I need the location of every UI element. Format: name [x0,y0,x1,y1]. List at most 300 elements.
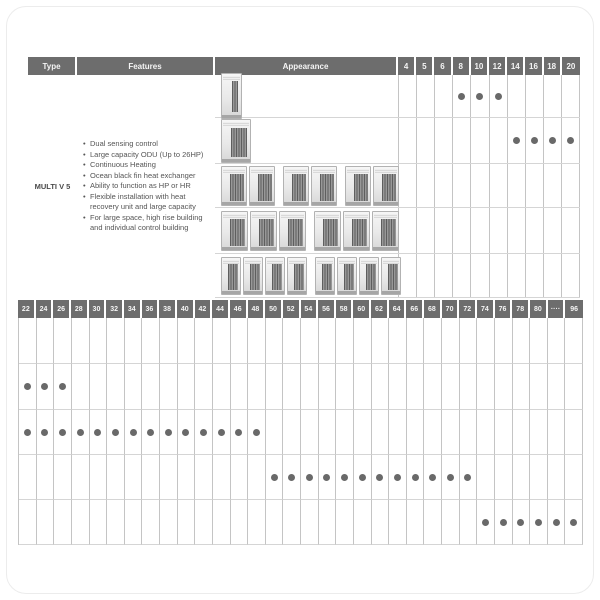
capacity-cell [460,455,478,500]
capacity-cell [54,410,72,455]
capacity-cell [544,254,562,297]
appearance-cell [215,164,398,207]
unit-group [221,73,242,119]
capacity-cell [508,254,526,297]
capacity-header-cell: 6 [434,57,452,75]
capacity-cell [90,455,108,500]
capacity-cell [460,364,478,410]
capacity-cell [530,410,548,455]
capacity-cell [508,75,526,117]
capacity-header-cell: 96 [565,300,583,318]
capacity-cell [548,455,566,500]
capacity-cell [526,164,544,207]
capacity-cell [548,410,566,455]
capacity-cell [231,500,249,545]
unit-grille [250,264,260,290]
capacity-cell [283,455,301,500]
capacity-cell [19,364,37,410]
unit-group [345,166,399,206]
capacity-cell [248,318,266,364]
unit-grille [366,264,376,290]
capacity-header-cell: 12 [489,57,507,75]
bottom-table-row [18,318,583,364]
availability-dot [376,474,383,481]
capacity-cell [453,208,471,253]
unit-base [250,202,274,205]
capacity-cell [178,318,196,364]
outdoor-unit-illustration [287,257,307,295]
capacity-header-cell: 74 [477,300,495,318]
capacity-header-cell: 56 [318,300,336,318]
capacity-grid [398,208,580,253]
capacity-cell [544,164,562,207]
capacity-header-cell: 78 [512,300,530,318]
capacity-cell [336,364,354,410]
bottom-table-row [18,455,583,500]
availability-dot [24,429,31,436]
capacity-cell [562,254,580,297]
capacity-header-cell: 32 [106,300,124,318]
outdoor-unit-illustration [243,257,263,295]
availability-dot [567,137,574,144]
capacity-cell [424,364,442,410]
capacity-cell [435,164,453,207]
unit-base [280,247,305,250]
capacity-cell [453,254,471,297]
capacity-cell [37,318,55,364]
capacity-cell [471,254,489,297]
top-table-row [215,208,580,254]
unit-grille [322,264,332,290]
availability-dot [549,137,556,144]
capacity-cell [319,455,337,500]
capacity-cell [417,208,435,253]
capacity-cell [513,318,531,364]
capacity-header-cell: 58 [336,300,354,318]
capacity-cell [213,410,231,455]
availability-dot [41,383,48,390]
outdoor-unit-illustration [221,119,251,163]
capacity-cell [301,410,319,455]
unit-top-vents [251,169,273,173]
unit-top-vents [374,214,397,218]
availability-dot [182,429,189,436]
unit-top-vents [316,214,339,218]
capacity-cell [562,208,580,253]
feature-item: • For large space, high rise building and individual control building [83,213,215,234]
capacity-cell [372,500,390,545]
capacity-cell [90,500,108,545]
capacity-cell [565,364,583,410]
capacity-cell [389,500,407,545]
unit-top-vents [375,169,397,173]
capacity-cell [195,410,213,455]
capacity-header-cell: 4 [398,57,416,75]
unit-base [373,247,398,250]
capacity-cell [213,364,231,410]
top-table-row [215,75,580,118]
outdoor-unit-illustration [279,211,306,251]
features-cell [77,75,215,298]
features-list [83,139,215,234]
outdoor-unit-illustration [345,166,371,206]
capacity-cell [495,410,513,455]
outdoor-unit-illustration [359,257,379,295]
capacity-cell [530,364,548,410]
capacity-cell [372,410,390,455]
capacity-cell [407,410,425,455]
capacity-cell [213,500,231,545]
unit-grille [388,264,398,290]
bottom-table-row [18,500,583,545]
capacity-header-cell: 16 [525,57,543,75]
outdoor-unit-illustration [343,211,370,251]
unit-grille [344,264,354,290]
capacity-cell [477,364,495,410]
availability-dot [24,383,31,390]
unit-base [222,291,240,294]
capacity-cell [460,500,478,545]
capacity-header-cell: 18 [544,57,562,75]
outdoor-unit-illustration [265,257,285,295]
capacity-header-cell: 14 [507,57,525,75]
outdoor-unit-illustration [373,166,399,206]
unit-top-vents [281,214,304,218]
capacity-cell [453,164,471,207]
capacity-header-cell: 64 [389,300,407,318]
capacity-cell [195,500,213,545]
capacity-header-cell: 62 [371,300,389,318]
capacity-cell [389,455,407,500]
capacity-cell [407,500,425,545]
outdoor-unit-illustration [315,257,335,295]
unit-base [284,202,308,205]
unit-grille [230,219,245,246]
capacity-cell [435,75,453,117]
availability-dot [147,429,154,436]
capacity-cell [125,455,143,500]
capacity-cell [125,500,143,545]
capacity-cell [513,500,531,545]
unit-top-vents [223,122,249,126]
unit-group [283,166,337,206]
availability-dot [341,474,348,481]
capacity-grid [398,254,580,297]
capacity-cell [319,410,337,455]
capacity-cell [231,364,249,410]
unit-grille [381,219,396,246]
capacity-cell [399,118,417,163]
unit-base [360,291,378,294]
capacity-cell [19,318,37,364]
availability-dot [394,474,401,481]
capacity-cell [142,500,160,545]
outdoor-unit-illustration [283,166,309,206]
capacity-cell [354,410,372,455]
availability-dot [200,429,207,436]
capacity-cell [72,364,90,410]
top-table-row [215,254,580,298]
capacity-cell [142,318,160,364]
capacity-header-cell: 46 [230,300,248,318]
capacity-cell [453,75,471,117]
unit-top-vents [252,214,275,218]
capacity-cell [266,364,284,410]
capacity-cell [231,318,249,364]
capacity-cell [301,318,319,364]
capacity-grid [398,164,580,207]
capacity-cell [90,410,108,455]
capacity-cell [495,500,513,545]
capacity-cell [178,455,196,500]
unit-base [374,202,398,205]
capacity-cell [72,455,90,500]
capacity-cell [417,118,435,163]
unit-top-vents [223,214,246,218]
capacity-cell [319,500,337,545]
capacity-header-cell: 66 [406,300,424,318]
unit-base [312,202,336,205]
availability-dot [531,137,538,144]
capacity-cell [544,75,562,117]
capacity-header-cell: 24 [36,300,54,318]
capacity-cell [471,75,489,117]
unit-group [315,257,401,295]
capacity-cell [530,455,548,500]
capacity-header-cell: 30 [89,300,107,318]
capacity-header-cell: 52 [283,300,301,318]
capacity-cell [548,318,566,364]
capacity-header-cell: 76 [495,300,513,318]
capacity-header-cell: 44 [212,300,230,318]
capacity-cell [72,500,90,545]
availability-dot [94,429,101,436]
unit-grille [323,219,338,246]
capacity-cell [266,500,284,545]
capacity-cell [526,118,544,163]
capacity-cell [530,500,548,545]
capacity-cell [213,318,231,364]
outdoor-unit-illustration [221,166,247,206]
capacity-cell [417,164,435,207]
unit-grille [230,174,244,201]
capacity-cell [548,364,566,410]
capacity-cell [424,410,442,455]
unit-group [221,166,275,206]
availability-dot [447,474,454,481]
capacity-cell [90,364,108,410]
availability-dot [112,429,119,436]
capacity-cell [160,364,178,410]
unit-top-vents [313,169,335,173]
unit-base [382,291,400,294]
capacity-cell [178,410,196,455]
capacity-cell [336,455,354,500]
capacity-cell [513,455,531,500]
capacity-cell [407,455,425,500]
capacity-cell [442,455,460,500]
capacity-cell [160,455,178,500]
unit-grille [259,219,274,246]
capacity-cell [37,410,55,455]
capacity-cell [319,364,337,410]
capacity-header-cell: 72 [459,300,477,318]
capacity-cell [248,410,266,455]
capacity-cell [142,364,160,410]
unit-grille [272,264,282,290]
capacity-cell [37,364,55,410]
capacity-cell [19,410,37,455]
capacity-cell [354,500,372,545]
capacity-header-cell: 40 [177,300,195,318]
capacity-cell [490,208,508,253]
capacity-cell [490,75,508,117]
capacity-cell [389,318,407,364]
capacity-header-cell: 26 [53,300,71,318]
capacity-header-cell: 28 [71,300,89,318]
capacity-cell [562,75,580,117]
unit-base [251,247,276,250]
capacity-cell [495,455,513,500]
capacity-cell [160,318,178,364]
capacity-cell [336,500,354,545]
type-label: MULTI V 5 [34,182,71,191]
outdoor-unit-illustration [314,211,341,251]
capacity-cell [37,455,55,500]
capacity-header-cell: 60 [353,300,371,318]
capacity-cell [442,500,460,545]
unit-base [316,291,334,294]
capacity-header-cell: 8 [453,57,471,75]
unit-grille [258,174,272,201]
capacity-cell [526,254,544,297]
capacity-cell [266,318,284,364]
capacity-grid [398,75,580,117]
availability-dot [513,137,520,144]
capacity-cell [417,75,435,117]
availability-dot [271,474,278,481]
capacity-cell [372,455,390,500]
capacity-cell [178,500,196,545]
capacity-cell [477,410,495,455]
unit-grille [320,174,334,201]
capacity-cell [490,164,508,207]
feature-item: • Flexible installation with heat recovery unit and large capacity [83,192,215,213]
capacity-cell [435,254,453,297]
availability-dot [165,429,172,436]
unit-grille [382,174,396,201]
capacity-cell [142,455,160,500]
capacity-cell [513,410,531,455]
capacity-cell [160,500,178,545]
capacity-cell [107,318,125,364]
availability-dot [235,429,242,436]
capacity-cell [530,318,548,364]
capacity-cell [407,364,425,410]
capacity-cell [399,75,417,117]
unit-group [221,119,251,163]
unit-top-vents [223,169,245,173]
unit-group [221,211,306,251]
availability-dot [458,93,465,100]
capacity-header-cell: 36 [142,300,160,318]
capacity-cell [417,254,435,297]
unit-base [338,291,356,294]
unit-grille [288,219,303,246]
availability-dot [59,429,66,436]
bottom-table-rows [18,318,583,545]
availability-dot [218,429,225,436]
capacity-cell [442,318,460,364]
availability-dot [517,519,524,526]
capacity-cell [213,455,231,500]
availability-dot [253,429,260,436]
availability-dot [482,519,489,526]
capacity-header-cell: 10 [471,57,489,75]
capacity-cell [526,75,544,117]
outdoor-unit-illustration [311,166,337,206]
capacity-cell [562,118,580,163]
availability-dot [41,429,48,436]
type-features-cell [28,75,215,298]
capacity-cell [283,500,301,545]
capacity-cell [72,410,90,455]
outdoor-unit-illustration [221,73,242,119]
bottom-table [18,300,583,545]
bottom-table-row [18,410,583,455]
capacity-cell [565,410,583,455]
capacity-cell [125,410,143,455]
capacity-cell [354,318,372,364]
appearance-column-header: Appearance [215,57,398,75]
capacity-cell [453,118,471,163]
capacity-cell [495,318,513,364]
capacity-cell [508,118,526,163]
type-column-header: Type [28,57,77,75]
capacity-cell [490,118,508,163]
capacity-cell [231,455,249,500]
capacity-cell [107,455,125,500]
capacity-cell [508,208,526,253]
feature-item: • Large capacity ODU (Up to 26HP) [83,150,215,161]
capacity-cell [435,118,453,163]
capacity-cell [125,364,143,410]
capacity-cell [19,455,37,500]
unit-top-vents [347,169,369,173]
capacity-cell [435,208,453,253]
unit-grille [352,219,367,246]
capacity-cell [389,410,407,455]
capacity-cell [565,500,583,545]
capacity-cell [372,364,390,410]
top-table-row [215,118,580,164]
appearance-cell [215,118,398,163]
capacity-cell [195,455,213,500]
unit-grille [292,174,306,201]
capacity-cell [526,208,544,253]
availability-dot [359,474,366,481]
capacity-cell [477,318,495,364]
unit-base [222,159,250,162]
capacity-header-cell: 68 [424,300,442,318]
capacity-cell [266,455,284,500]
capacity-cell [565,318,583,364]
availability-dot [288,474,295,481]
top-capacity-header [398,57,580,75]
capacity-cell [266,410,284,455]
availability-dot [412,474,419,481]
capacity-cell [54,455,72,500]
